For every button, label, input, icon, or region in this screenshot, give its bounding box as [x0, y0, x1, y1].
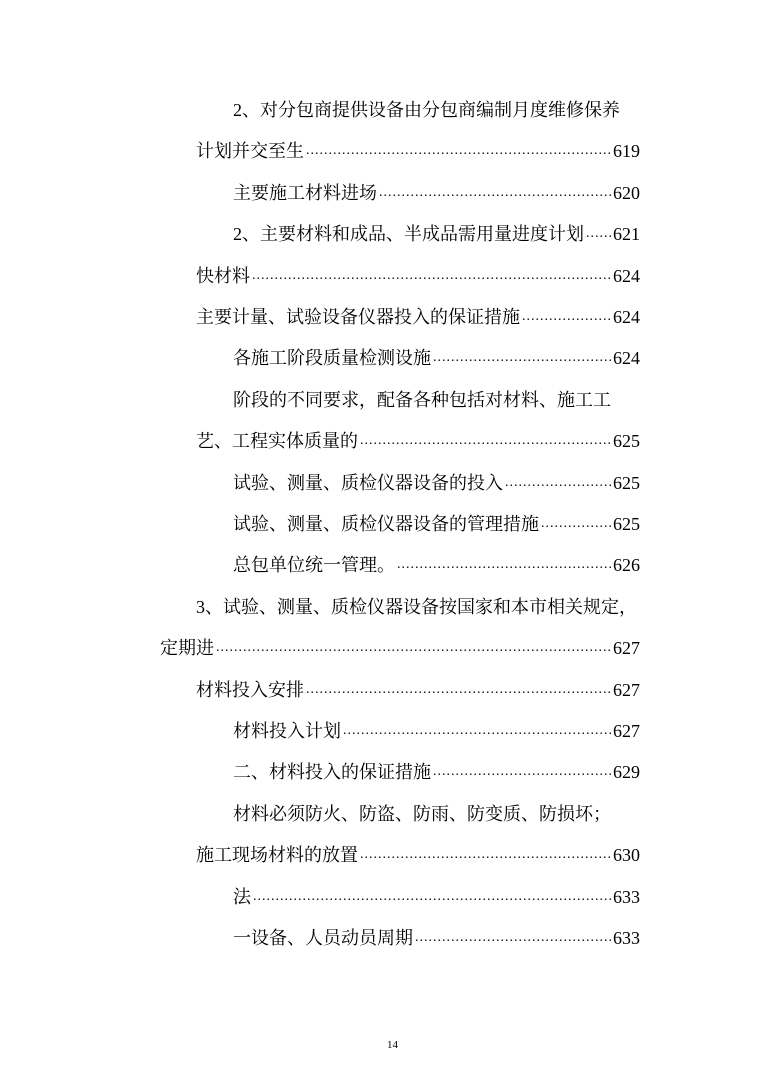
toc-entry-page: 626 [613, 555, 640, 576]
toc-entry-page: 625 [613, 514, 640, 534]
toc-entry [233, 97, 620, 123]
toc-entry-title: 试验、测量、质检仪器设备的投入 [233, 472, 503, 493]
toc-entry[interactable] [233, 180, 640, 206]
toc-entry-title: 阶段的不同要求，配备各种包括对材料、施工工 [233, 389, 611, 410]
toc-entry-page: 619 [613, 141, 640, 162]
dot-leader [252, 263, 611, 289]
dot-leader [253, 884, 611, 910]
dot-leader [433, 345, 611, 371]
toc-entry[interactable] [233, 759, 640, 785]
dot-leader [379, 180, 611, 206]
toc-entry-title: 材料投入安排 [196, 679, 304, 700]
toc-entry-title: 施工现场材料的放置 [196, 845, 358, 866]
toc-entry[interactable] [196, 263, 640, 289]
dot-leader [306, 677, 611, 703]
toc-entry[interactable] [233, 884, 640, 910]
dot-leader [505, 470, 611, 496]
toc-entry-title: 计划并交至生 [196, 141, 304, 162]
toc-entry-title: 主要施工材料进场 [233, 182, 377, 203]
toc-entry-title: 二、材料投入的保证措施 [233, 762, 431, 783]
toc-entry[interactable] [233, 511, 640, 537]
toc-entry[interactable] [160, 635, 640, 661]
toc-entry[interactable] [196, 304, 640, 330]
toc-entry-page: 624 [613, 265, 640, 286]
toc-entry-title: 快材料 [196, 265, 250, 286]
toc-entry-title: 材料必须防火、防盗、防雨、防变质、防损坏； [233, 803, 611, 824]
toc-entry-title: 2、主要材料和成品、半成品需用量进度计划 [233, 224, 584, 245]
toc-entry-title: 一设备、人员动员周期 [233, 928, 413, 948]
toc-entry-page: 633 [613, 928, 640, 948]
toc-entry[interactable] [233, 221, 640, 247]
toc-entry[interactable] [196, 428, 640, 454]
toc-entry [196, 594, 637, 620]
toc-entry-title: 材料投入计划 [233, 721, 341, 741]
dot-leader [541, 511, 611, 537]
dot-leader [306, 138, 611, 164]
toc-entry-title: 法 [233, 886, 251, 907]
toc-entry-page: 624 [613, 307, 640, 327]
toc-entry [233, 801, 611, 827]
toc-entry-page: 630 [613, 845, 640, 866]
dot-leader [586, 221, 611, 247]
toc-entry-title: 2、对分包商提供设备由分包商编制月度维修保养 [233, 100, 620, 120]
dot-leader [360, 842, 611, 868]
toc-entry-title: 艺、工程实体质量的 [196, 431, 358, 452]
toc-entry-page: 620 [613, 182, 640, 203]
toc-entry-title: 总包单位统一管理。 [233, 555, 395, 576]
toc-entry[interactable] [233, 718, 640, 744]
toc-entry [233, 387, 611, 413]
page-number: 14 [387, 1039, 398, 1051]
toc-entry-title: 试验、测量、质检仪器设备的管理措施 [233, 514, 539, 534]
toc-entry-title: 主要计量、试验设备仪器投入的保证措施 [196, 307, 520, 327]
toc-entry-title: 定期进 [160, 638, 214, 659]
toc-entry[interactable] [233, 345, 640, 371]
dot-leader [415, 925, 611, 951]
toc-entry-page: 624 [613, 348, 640, 369]
dot-leader [343, 718, 611, 744]
toc-entry-page: 621 [613, 224, 640, 245]
toc-entry-page: 627 [613, 638, 640, 659]
toc-entry-page: 629 [613, 762, 640, 783]
dot-leader [216, 635, 611, 661]
toc-entry[interactable] [196, 138, 640, 164]
toc-entry-title: 各施工阶段质量检测设施 [233, 348, 431, 369]
dot-leader [433, 759, 611, 785]
toc-entry[interactable] [233, 552, 640, 578]
toc-entry-page: 625 [613, 472, 640, 493]
toc-entry-page: 625 [613, 431, 640, 452]
toc-entry[interactable] [196, 677, 640, 703]
dot-leader [397, 552, 611, 578]
toc-entry-title: 3、试验、测量、质检仪器设备按国家和本市相关规定， [196, 596, 637, 617]
toc-entry[interactable] [233, 925, 640, 951]
toc-entry-page: 627 [613, 721, 640, 741]
dot-leader [522, 304, 611, 330]
toc-entry[interactable] [233, 470, 640, 496]
toc-entry-page: 633 [613, 886, 640, 907]
toc-entry-page: 627 [613, 679, 640, 700]
dot-leader [360, 428, 611, 454]
toc-entry[interactable] [196, 842, 640, 868]
